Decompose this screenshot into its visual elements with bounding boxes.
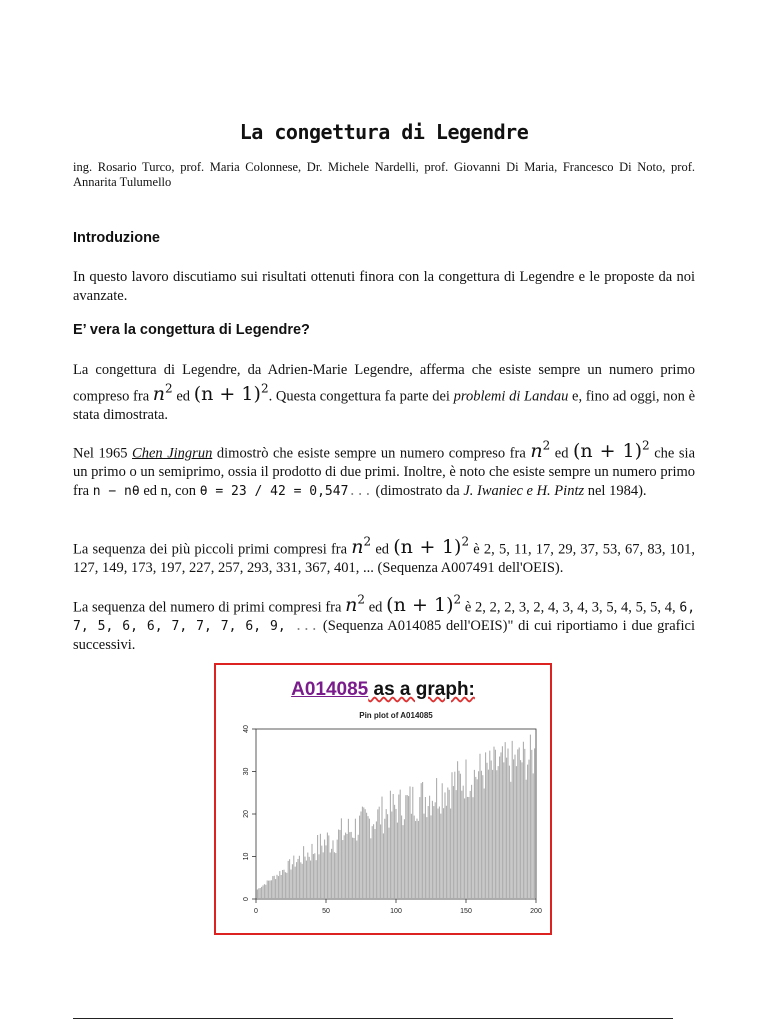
text-run: è 2, 2, 2, 3, 2, 4, 3, 4, 3, 5, 4, 5, 5, 4,: [461, 599, 680, 616]
paragraph-sequence-a014085: [73, 591, 695, 655]
pin-plot-chart: [216, 665, 550, 933]
math-var: n: [345, 594, 358, 617]
math-n-squared: [351, 536, 371, 558]
text-run: dimostrò che esiste sempre un numero compreso fra: [212, 445, 531, 462]
chen-jingrun-link[interactable]: Chen Jingrun: [132, 445, 213, 462]
math-exp: 2: [453, 593, 462, 607]
math-exp: 2: [542, 439, 551, 453]
x-tick-label: 150: [460, 908, 472, 915]
math-expr: (n + 1): [193, 383, 261, 406]
text-run: (Sequenza A014085 dell'OEIS)" di cui riportiamo i due grafici successivi.: [73, 618, 695, 654]
text-run: La congettura di Legendre, da Adrien-Marie Legendre, afferma che esiste sempre un numero primo compreso fra: [73, 362, 695, 405]
text-run: Nel 1965: [73, 445, 133, 462]
math-exp: 2: [642, 439, 650, 453]
text-run: ed n, con: [139, 483, 200, 500]
math-expr: (n + 1): [393, 536, 462, 559]
ellipsis: ...: [348, 484, 372, 500]
math-exp: 2: [363, 535, 372, 549]
text-run: ed: [365, 599, 387, 616]
text-run: nel 1984).: [584, 483, 647, 500]
italic-text: J. Iwaniec e H. Pintz: [463, 483, 585, 500]
footer-rule: [73, 1018, 673, 1019]
math-expr: (n + 1): [386, 594, 454, 617]
text-run: ed: [172, 388, 194, 405]
x-tick-label: 0: [254, 908, 258, 915]
x-tick-label: 50: [322, 908, 330, 915]
ellipsis: ...: [294, 619, 319, 635]
math-var: n: [351, 536, 364, 559]
text-run: La sequenza dei più piccoli primi compresi fra: [73, 541, 352, 558]
chart-title: Pin plot of A014085: [359, 711, 433, 720]
y-tick-label: 30: [243, 767, 250, 776]
paragraph-legendre-definition: [73, 361, 695, 425]
mono-text: θ = 23 / 42 = 0,547: [199, 484, 349, 500]
math-var: n: [152, 383, 166, 406]
y-tick-label: 0: [243, 897, 250, 901]
text-run: ed: [550, 445, 574, 462]
x-tick-label: 200: [530, 908, 542, 915]
mono-formula: [200, 484, 372, 499]
paragraph-sequence-a007491: [73, 533, 695, 578]
math-n-squared: [345, 594, 365, 616]
figure-a014085-graph: [214, 663, 552, 935]
y-tick-label: 10: [243, 852, 250, 861]
section-heading-introduzione: Introduzione: [73, 230, 160, 246]
math-n-squared: [153, 383, 173, 405]
math-n-plus-1-squared: [194, 383, 269, 405]
text-run: e, fino ad oggi, non è stata dimostrata.: [73, 388, 696, 424]
y-tick-label: 40: [243, 725, 250, 733]
document-title: La congettura di Legendre: [239, 120, 529, 144]
math-n-plus-1-squared: [393, 536, 469, 558]
text-run: ed: [371, 541, 394, 558]
figure-title-rest: as a graph:: [368, 679, 475, 700]
math-n-squared: [530, 440, 550, 462]
math-expr: (n + 1): [573, 440, 643, 463]
text-run: che sia un primo o un semiprimo, ossia il prodotto di due primi. Inoltre, è noto che esiste sempre un numero primo fra: [73, 445, 696, 500]
text-run: (dimostrato da: [371, 483, 464, 500]
y-tick-label: 20: [243, 810, 250, 818]
math-n-plus-1-squared: [573, 440, 650, 462]
x-tick-label: 100: [390, 908, 402, 915]
section-heading-legendre: E’ vera la congettura di Legendre?: [73, 322, 310, 338]
math-exp: 2: [260, 382, 269, 396]
math-var: n: [530, 440, 543, 463]
author-list: ing. Rosario Turco, prof. Maria Colonnese, Dr. Michele Nardelli, prof. Giovanni Di Maria, Francesco Di Noto, prof. Annarita Tulumello: [73, 160, 695, 189]
math-exp: 2: [357, 593, 366, 607]
math-exp: 2: [461, 535, 470, 549]
math-n-plus-1-squared: [386, 594, 461, 616]
intro-paragraph: In questo lavoro discutiamo sui risultati ottenuti finora con la congettura di Legendre e le proposte da noi avanzate.: [73, 269, 695, 304]
italic-text: problemi di Landau: [453, 388, 569, 405]
paragraph-chen-jingrun: [73, 437, 695, 501]
text-run: La sequenza del numero di primi compresi fra: [73, 599, 346, 616]
mono-formula: n − nθ: [92, 484, 140, 500]
text-run: . Questa congettura fa parte dei: [268, 388, 454, 405]
math-exp: 2: [165, 382, 173, 396]
text-run: è 2, 5, 11, 17, 29, 37, 53, 67, 83, 101, 127, 149, 173, 197, 227, 257, 293, 331, 367, 401, ... (Sequenza A007491 dell'OEIS).: [73, 541, 696, 577]
figure-title-code: A014085: [291, 679, 369, 700]
mono-text: 6, 7, 5, 6, 6, 7, 7, 7, 6, 9,: [73, 600, 696, 635]
